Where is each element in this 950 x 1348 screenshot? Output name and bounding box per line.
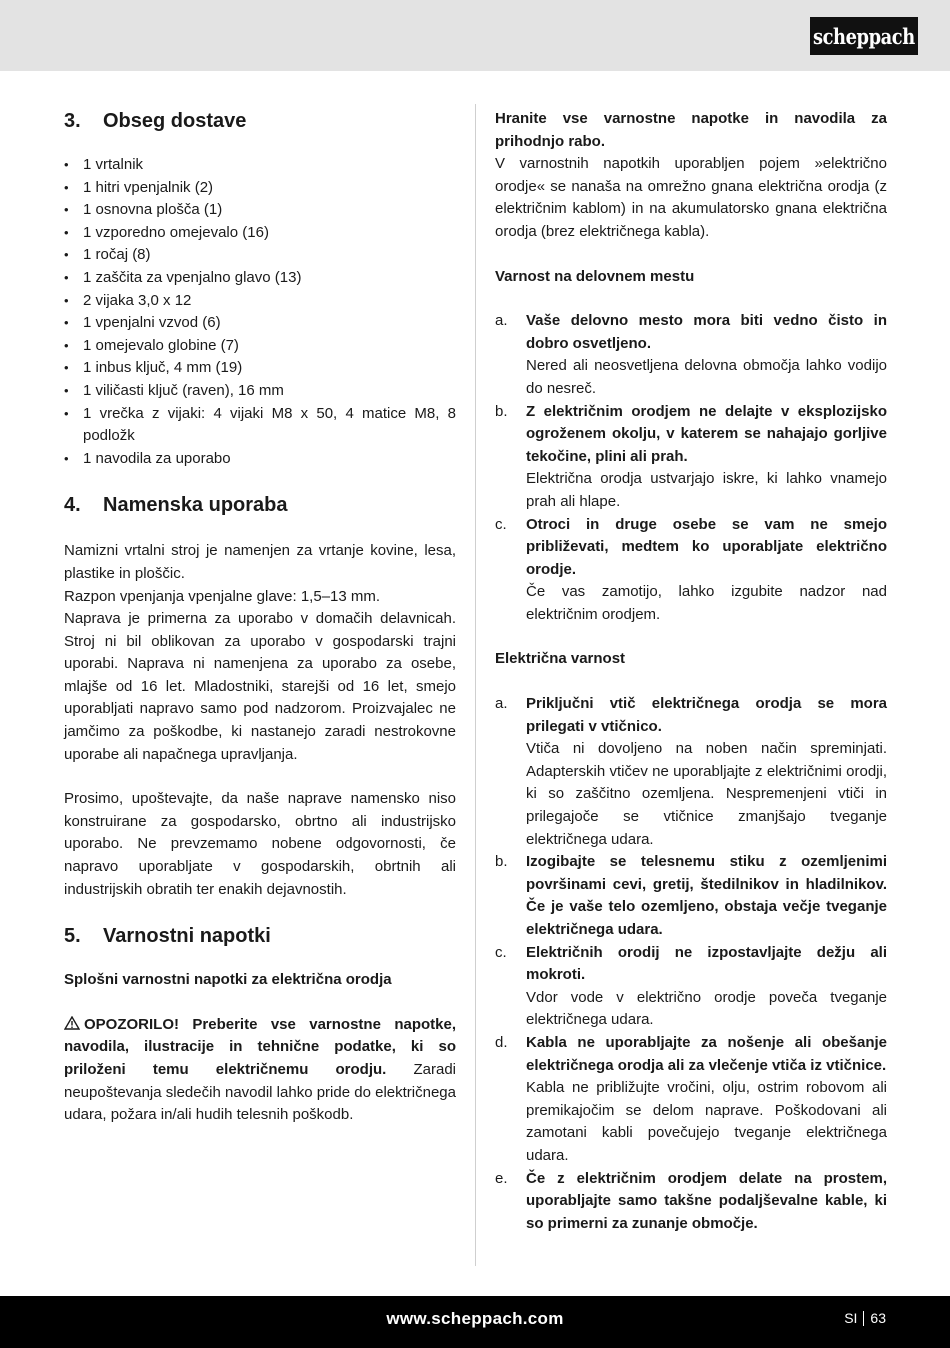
item-text: Kabla ne približujte vročini, olju, ostrim robovom ali premikajočim se delom naprave. Poškodovani ali zamotani kabli povečujejo tveganje električnega udara.	[526, 1079, 887, 1164]
website-link[interactable]: www.scheppach.com	[386, 1309, 564, 1328]
right-column	[495, 108, 887, 1235]
section-number: 5.	[64, 925, 81, 948]
warning-bold-text: OPOZORILO! Preberite vse varnostne napotke, navodila, ilustracije in tehnične podatke, ki so priloženi temu električnemu orodju.	[64, 1015, 456, 1078]
item-heading: Z električnim orodjem ne delajte v eksplozijsko ogroženem okolju, v katerem se nahajajo gorljive tekočine, plini ali prah.	[526, 402, 887, 465]
section-title: Namenska uporaba	[103, 494, 288, 517]
item-marker: d.	[495, 1033, 508, 1051]
list-item: • 1 hitri vpenjalnik (2)	[64, 177, 456, 200]
item-text: Vdor vode v električno orodje poveča tveganje električnega udara.	[526, 988, 887, 1029]
item-text: Nered ali neosvetljena delovna območja lahko vodijo do nesreč.	[526, 357, 887, 397]
subsection-title: Splošni varnostni napotki za električna orodja	[64, 971, 392, 989]
item-marker: b.	[495, 402, 508, 420]
list-item	[495, 693, 887, 851]
list-item: • 1 vrečka z vijaki: 4 vijaki M8 x 50, 4 matice M8, 8 podložk	[64, 403, 456, 448]
page-indicator	[844, 1310, 886, 1326]
item-marker: a.	[495, 695, 508, 713]
warning-text: Zaradi neupoštevanja sledečih navodil lahko pride do električnega udara, požara in/ali hudih telesnih poškodb.	[64, 1061, 456, 1124]
warning-paragraph	[64, 1014, 456, 1127]
paragraph: Razpon vpenjanja vpenjalne glave: 1,5–13 mm.	[64, 587, 381, 605]
item-heading: Električnih orodij ne izpostavljajte dežju ali mokroti.	[526, 943, 887, 984]
logo-text: scheppach	[813, 23, 915, 49]
intro-bold: Hranite vse varnostne napotke in navodila za prihodnjo rabo.	[495, 110, 887, 150]
workplace-safety-title: Varnost na delovnem mestu	[495, 267, 695, 285]
workplace-list	[495, 310, 887, 626]
list-item: • 1 osnovna plošča (1)	[64, 199, 456, 222]
item-text: Če vas zamotijo, lahko izgubite nadzor nad električnim orodjem.	[526, 583, 887, 623]
list-item: • 1 ročaj (8)	[64, 244, 456, 267]
warning-triangle-icon	[64, 1016, 80, 1030]
section-title: Obseg dostave	[103, 110, 247, 132]
section-number: 4.	[64, 494, 81, 517]
column-divider	[475, 104, 476, 1266]
item-marker: e.	[495, 1169, 508, 1187]
list-item: • 1 vpenjalni vzvod (6)	[64, 312, 456, 335]
separator	[863, 1311, 864, 1326]
list-item: • 1 zaščita za vpenjalno glavo (13)	[64, 267, 456, 290]
page-header	[0, 0, 950, 71]
item-marker: c.	[495, 943, 507, 961]
left-column	[64, 108, 456, 1127]
item-heading: Izogibajte se telesnemu stiku z ozemljenimi površinami cevi, gretij, štedilnikov in hladilnikov. Če je vaše telo ozemljeno, obstaja večje tveganje električnega udara.	[526, 853, 887, 938]
item-heading: Kabla ne uporabljajte za nošenje ali obešanje električnega orodja ali za vlečenje vtiča iz vtičnice.	[526, 1033, 887, 1074]
item-marker: c.	[495, 515, 507, 533]
paragraph: Naprava je primerna za uporabo v domačih delavnicah. Stroj ni bil oblikovan za uporabo v gospodarski trajni uporabi. Naprava ni namenjena za uporabo za osebe, mlajše od 16 let. Mladostniki, starejši od 16 let, smejo uporabljati napravo samo pod nadzorom. Proizvajalec ne jamčimo za poškodbe, ki nastanejo zaradi nestrokovne uporabe ali napačnega upravljanja.	[64, 610, 456, 763]
delivery-list	[64, 154, 456, 470]
section-3-heading	[64, 108, 456, 134]
item-marker: b.	[495, 853, 508, 871]
electrical-safety-title: Električna varnost	[495, 650, 626, 668]
list-item	[495, 942, 887, 1032]
list-item	[495, 1032, 887, 1168]
intro-text: V varnostnih napotkih uporabljen pojem »električno orodje« se nanaša na omrežno gnana električna orodja (z električnim kablom) in na akumulatorsko gnana električna orodja (brez električnega kabla).	[495, 155, 887, 240]
list-item	[495, 310, 887, 400]
list-item: • 2 vijaka 3,0 x 12	[64, 290, 456, 313]
item-text: Vtiča ni dovoljeno na noben način spreminjati. Adapterskih vtičev ne uporabljajte z električnimi orodji, ki so zaščitno ozemljena. Nespremenjeni vtiči in prilegajoče se vtičnice zmanjšajo tveganje električnega udara.	[526, 740, 887, 848]
item-marker: a.	[495, 312, 508, 330]
section-title: Varnostni napotki	[103, 925, 271, 948]
list-item: • 1 vzporedno omejevalo (16)	[64, 222, 456, 245]
page-number: 63	[870, 1310, 886, 1326]
list-item	[495, 851, 887, 941]
list-item: • 1 viličasti ključ (raven), 16 mm	[64, 380, 456, 403]
item-heading: Vaše delovno mesto mora biti vedno čisto in dobro osvetljeno.	[526, 312, 887, 352]
list-item: • 1 navodila za uporabo	[64, 448, 456, 471]
list-item: • 1 inbus ključ, 4 mm (19)	[64, 357, 456, 380]
paragraph: Prosimo, upoštevajte, da naše naprave namensko niso konstruirane za gospodarsko, obrtno ali industrijsko uporabo. Ne prevzemamo nobene odgovornosti, če napravo uporabljate v gospodarskih, obrtnih ali industrijskih obratih ter enakih dejavnostih.	[64, 790, 456, 898]
item-heading: Če z električnim orodjem delate na prostem, uporabljajte samo takšne podaljševalne kable, ki so primerni za zunanje območje.	[526, 1169, 887, 1232]
scheppach-logo	[810, 17, 918, 55]
paragraph: Namizni vrtalni stroj je namenjen za vrtanje kovine, lesa, plastike in ploščic.	[64, 542, 456, 582]
section-4-heading	[64, 492, 456, 518]
list-item: • 1 vrtalnik	[64, 154, 456, 177]
item-heading: Otroci in druge osebe se vam ne smejo približevati, medtem ko uporabljate električno orodje.	[526, 515, 887, 578]
list-item	[495, 1168, 887, 1236]
list-item	[495, 401, 887, 514]
list-item: • 1 omejevalo globine (7)	[64, 335, 456, 358]
section-5-heading	[64, 923, 456, 949]
item-text: Električna orodja ustvarjajo iskre, ki lahko vnamejo prah ali hlape.	[526, 470, 887, 510]
list-item	[495, 514, 887, 627]
language-code: SI	[844, 1310, 858, 1326]
section-number: 3.	[64, 110, 81, 132]
item-heading: Priključni vtič električnega orodja se mora prilegati v vtičnico.	[526, 695, 887, 735]
electrical-list	[495, 693, 887, 1235]
page-footer	[0, 1296, 950, 1348]
